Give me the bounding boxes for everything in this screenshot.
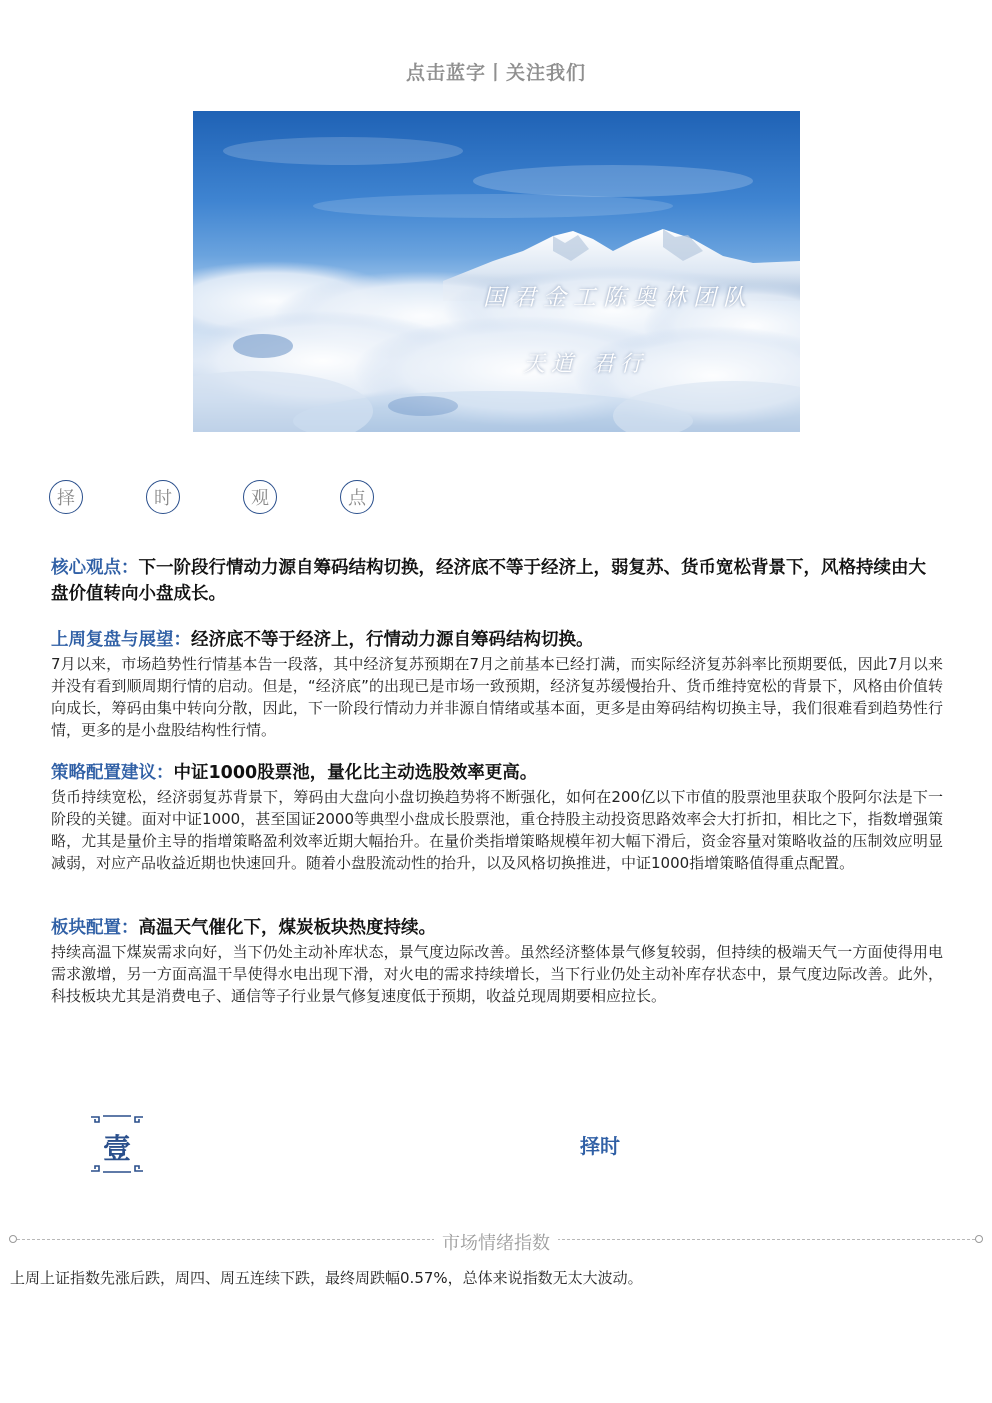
core-view-section — [51, 555, 943, 607]
section-number: 壹 — [102, 1132, 131, 1165]
sector-body: 持续高温下煤炭需求向好，当下仍处主动补库状态，景气度边际改善。虽然经济整体景气修复较弱，但持续的极端天气一方面使得用电需求激增，另一方面高温干旱使得水电出现下滑，对火电的需求持续增长，当下行业仍处主动补库存状态中，景气度边际改善。此外，科技板块尤其是消费电子、通信等子行业景气修复速度低于预期，收益兑现周期要相应拉长。 — [51, 943, 943, 1005]
core-view-heading — [51, 555, 943, 607]
sector-title: 高温天气催化下，煤炭板块热度持续。 — [138, 918, 436, 938]
market-summary: 上周上证指数先涨后跌，周四、周五连续下跌，最终周跌幅0.57%，总体来说指数无太大波动。 — [10, 1269, 643, 1287]
circle-char-2: 时 — [146, 480, 180, 514]
sector-section — [51, 915, 943, 1007]
review-body: 7月以来，市场趋势性行情基本告一段落，其中经济复苏预期在7月之前基本已经打满，而实际经济复苏斜率比预期要低，因此7月以来并没有看到顺周期行情的启动。但是，“经济底”的出现已是市场一致预期，经济复苏缓慢抬升、货币维持宽松的背景下，风格由价值转向成长，筹码由集中转向分散，因此，下一阶段行情动力并非源自情绪或基本面，更多是由筹码结构切换主导，我们很难看到趋势性行情，更多的是小盘股结构性行情。 — [51, 655, 943, 739]
core-view-label: 核心观点： — [51, 558, 139, 578]
review-label: 上周复盘与展望： — [51, 630, 191, 650]
mountain-cloud-illustration — [193, 111, 800, 432]
follow-us-text[interactable]: 点击蓝字丨关注我们 — [405, 62, 586, 84]
market-sentiment-divider — [9, 1229, 983, 1254]
banner-team-name: 国君金工陈奥林团队 — [483, 285, 753, 311]
strategy-title: 中证1000股票池，量化比主动选股效率更高。 — [173, 763, 538, 783]
strategy-section — [51, 760, 943, 874]
sector-label: 板块配置： — [51, 918, 139, 938]
divider-label: 市场情绪指数 — [434, 1233, 558, 1254]
banner-motto: 天道 君行 — [523, 352, 648, 377]
review-section — [51, 627, 943, 741]
circle-char-4: 点 — [340, 480, 374, 514]
sector-heading — [51, 915, 943, 941]
circle-char-1: 择 — [49, 480, 83, 514]
core-view-title: 下一阶段行情动力源自筹码结构切换，经济底不等于经济上，弱复苏、货币宽松背景下，风格持续由大盘价值转向小盘成长。 — [51, 558, 926, 604]
banner-image — [193, 111, 800, 432]
review-heading — [51, 627, 943, 653]
circle-char-3: 观 — [243, 480, 277, 514]
strategy-heading — [51, 760, 943, 786]
section-title-timing: 择时 — [580, 1134, 620, 1158]
strategy-label: 策略配置建议： — [51, 763, 174, 783]
section-number-badge — [88, 1113, 146, 1175]
strategy-body: 货币持续宽松，经济弱复苏背景下，筹码由大盘向小盘切换趋势将不断强化，如何在200亿以下市值的股票池里获取个股阿尔法是下一阶段的关键。面对中证1000，甚至国证2000等典型小盘成长股票池，重仓持股主动投资思路效率会大打折扣，相比之下，指数增强策略，尤其是量价主导的指增策略盈利效率近期大幅抬升。在量价类指增策略规模年初大幅下滑后，资金容量对策略收益的压制效应明显减弱，对应产品收益近期也快速回升。随着小盘股流动性的抬升，以及风格切换推进，中证1000指增策略值得重点配置。 — [51, 788, 943, 872]
review-title: 经济底不等于经济上，行情动力源自筹码结构切换。 — [191, 630, 594, 650]
